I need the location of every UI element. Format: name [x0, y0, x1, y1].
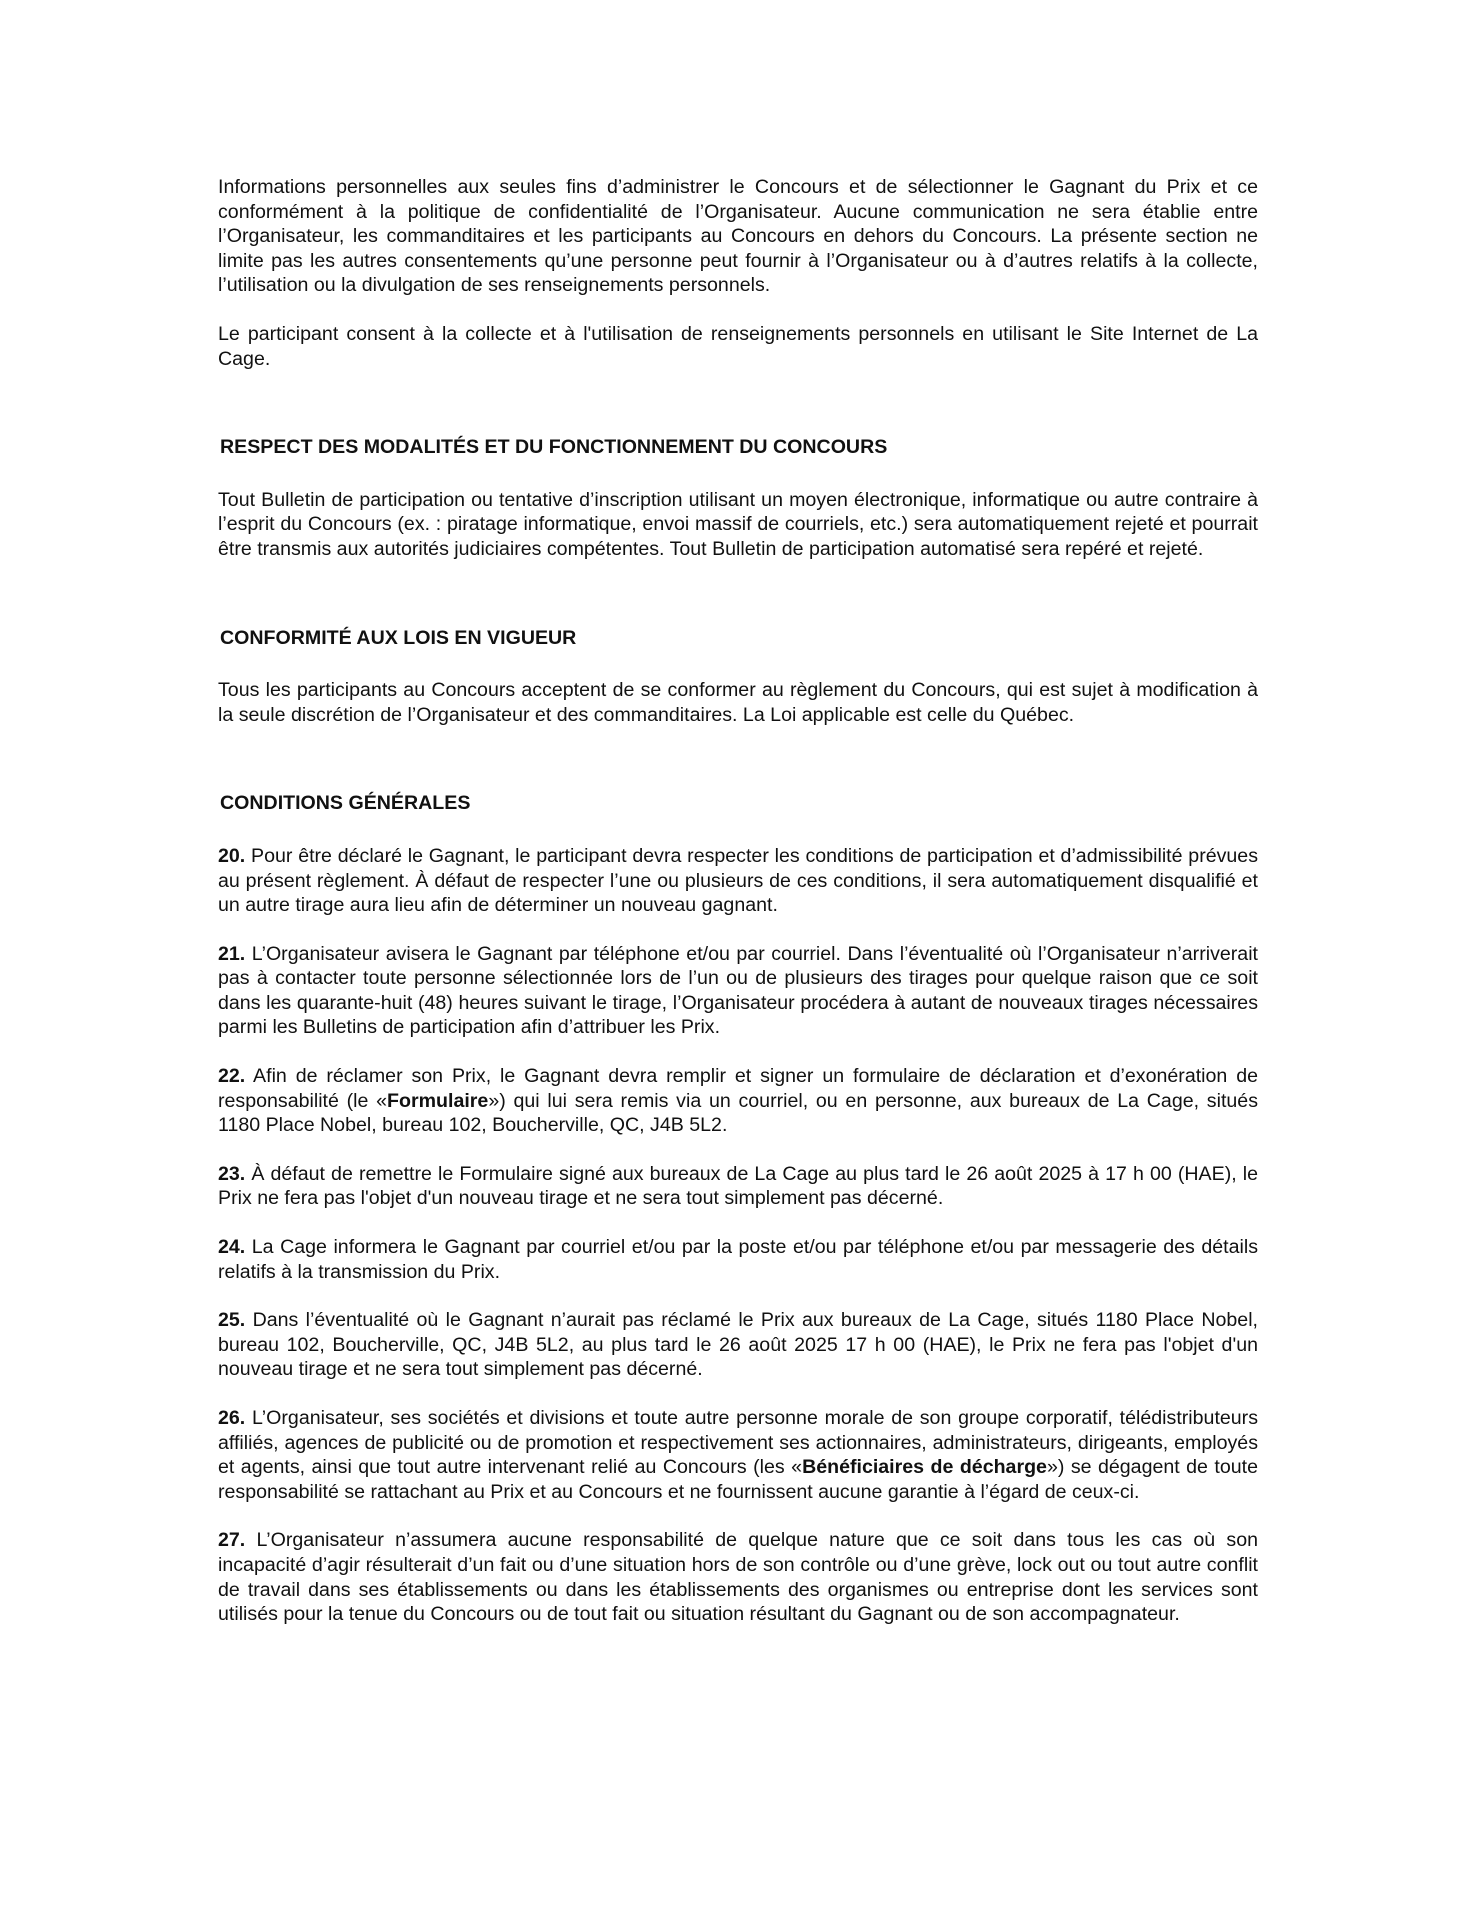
- section-heading-conditions: CONDITIONS GÉNÉRALES: [220, 792, 471, 815]
- condition-item-27: [218, 1528, 1258, 1626]
- condition-number: 22.: [218, 1065, 246, 1088]
- condition-number: 23.: [218, 1162, 246, 1185]
- privacy-paragraph-1: Informations personnelles aux seules fins d’administrer le Concours et de sélectionner le Gagnant du Prix et ce conformément à la politique de confidentialité de l’Organisateur. Aucune communication ne sera établie entre l’Organisateur, les commanditaires et les participants au Concours en dehors du Concours. La présente section ne limite pas les autres consentements qu’une personne peut fournir à l’Organisateur ou à d’autres relatifs à la collecte, l’utilisation ou la divulgation de ses renseignements personnels.: [218, 176, 1258, 297]
- condition-number: 26.: [218, 1407, 246, 1429]
- condition-number: 27.: [218, 1529, 246, 1552]
- condition-item-23: [218, 1162, 1258, 1211]
- privacy-paragraph-2: Le participant consent à la collecte et à l'utilisation de renseignements personnels en utilisant le Site Internet de La Cage.: [218, 322, 1258, 370]
- document-page: [218, 175, 1258, 1627]
- defined-term-beneficiaires: Bénéficiaires de décharge: [802, 1456, 1047, 1479]
- defined-term-formulaire: Formulaire: [387, 1089, 489, 1112]
- condition-number: 21.: [218, 942, 246, 965]
- respect-paragraph: Tout Bulletin de participation ou tentative d’inscription utilisant un moyen électronique, informatique ou autre contraire à l’esprit du Concours (ex. : piratage informatique, envoi massif de courriels, etc.) sera automatiquement rejeté et pourrait être transmis aux autorités judiciaires compétentes. Tout Bulletin de participation automatisé sera repéré et rejeté.: [218, 488, 1258, 560]
- condition-text: La Cage informera le Gagnant par courriel et/ou par la poste et/ou par téléphone et/ou par messagerie des détails relatifs à la transmission du Prix.: [218, 1236, 1258, 1283]
- section-heading-conformite: CONFORMITÉ AUX LOIS EN VIGUEUR: [220, 626, 577, 649]
- condition-text: Dans l’éventualité où le Gagnant n’aurait pas réclamé le Prix aux bureaux de La Cage, situés 1180 Place Nobel, bureau 102, Boucherville, QC, J4B 5L2, au plus tard le 26 août 2025 17 h 00 (HAE), le Prix ne fera pas l'objet d'un nouveau tirage et ne sera tout simplement pas décerné.: [218, 1309, 1258, 1381]
- condition-text: Pour être déclaré le Gagnant, le participant devra respecter les conditions de participation et d’admissibilité prévues au présent règlement. À défaut de respecter l’une ou plusieurs de ces conditions, il sera automatiquement disqualifié et un autre tirage aura lieu afin de déterminer un nouveau gagnant.: [218, 844, 1258, 917]
- condition-text: À défaut de remettre le Formulaire signé aux bureaux de La Cage au plus tard le 26 août 2025 à 17 h 00 (HAE), le Prix ne fera pas l'objet d'un nouveau tirage et ne sera tout simplement pas décerné.: [218, 1162, 1258, 1210]
- condition-text: L’Organisateur avisera le Gagnant par téléphone et/ou par courriel. Dans l’éventualité où l’Organisateur n’arriverait pas à contacter toute personne sélectionnée lors de l’un ou de plusieurs des tirages pour quelque raison que ce soit dans les quarante-huit (48) heures suivant le tirage, l’Organisateur procédera à autant de nouveaux tirages nécessaires parmi les Bulletins de participation afin d’attribuer les Prix.: [218, 942, 1258, 1039]
- condition-number: 24.: [218, 1236, 246, 1259]
- condition-item-24: [218, 1235, 1258, 1284]
- condition-text: L’Organisateur n’assumera aucune responsabilité de quelque nature que ce soit dans tous les cas où son incapacité d’agir résulterait d’un fait ou d’une situation hors de son contrôle ou d’une grève, lock out ou tout autre conflit de travail dans ses établissements ou dans les établissements des organismes ou entreprise dont les services sont utilisés pour la tenue du Concours ou de tout fait ou situation résultant du Gagnant ou de son accompagnateur.: [218, 1529, 1258, 1626]
- condition-text-before: Afin de réclamer son Prix, le Gagnant devra remplir et signer un formulaire de déclaration et d’exonération de responsabilité (le «: [218, 1065, 1258, 1112]
- section-heading-respect: RESPECT DES MODALITÉS ET DU FONCTIONNEMENT DU CONCOURS: [220, 436, 888, 459]
- condition-number: 20.: [218, 844, 246, 867]
- conformite-paragraph: Tous les participants au Concours acceptent de se conformer au règlement du Concours, qui est sujet à modification à la seule discrétion de l’Organisateur et des commanditaires. La Loi applicable est celle du Québec.: [218, 679, 1258, 726]
- condition-item-26: [218, 1406, 1258, 1504]
- condition-item-22: [218, 1064, 1258, 1138]
- condition-item-21: [218, 942, 1258, 1040]
- condition-item-20: [218, 844, 1258, 918]
- condition-number: 25.: [218, 1309, 246, 1332]
- condition-item-25: [218, 1308, 1258, 1382]
- condition-text-after: ») qui lui sera remis via un courriel, ou en personne, aux bureaux de La Cage, situés 1180 Place Nobel, bureau 102, Boucherville, QC, J4B 5L2.: [218, 1089, 1258, 1137]
- condition-text-after: ») se dégagent de toute responsabilité se rattachant au Prix et au Concours et ne fournissent aucune garantie à l’égard de ceux-ci.: [218, 1456, 1258, 1503]
- condition-text-before: L’Organisateur, ses sociétés et divisions et toute autre personne morale de son groupe corporatif, télédistributeurs affiliés, agences de publicité ou de promotion et respectivement ses actionnaires, administrateurs, dirigeants, employés et agents, ainsi que tout autre intervenant relié au Concours (les «: [218, 1407, 1258, 1479]
